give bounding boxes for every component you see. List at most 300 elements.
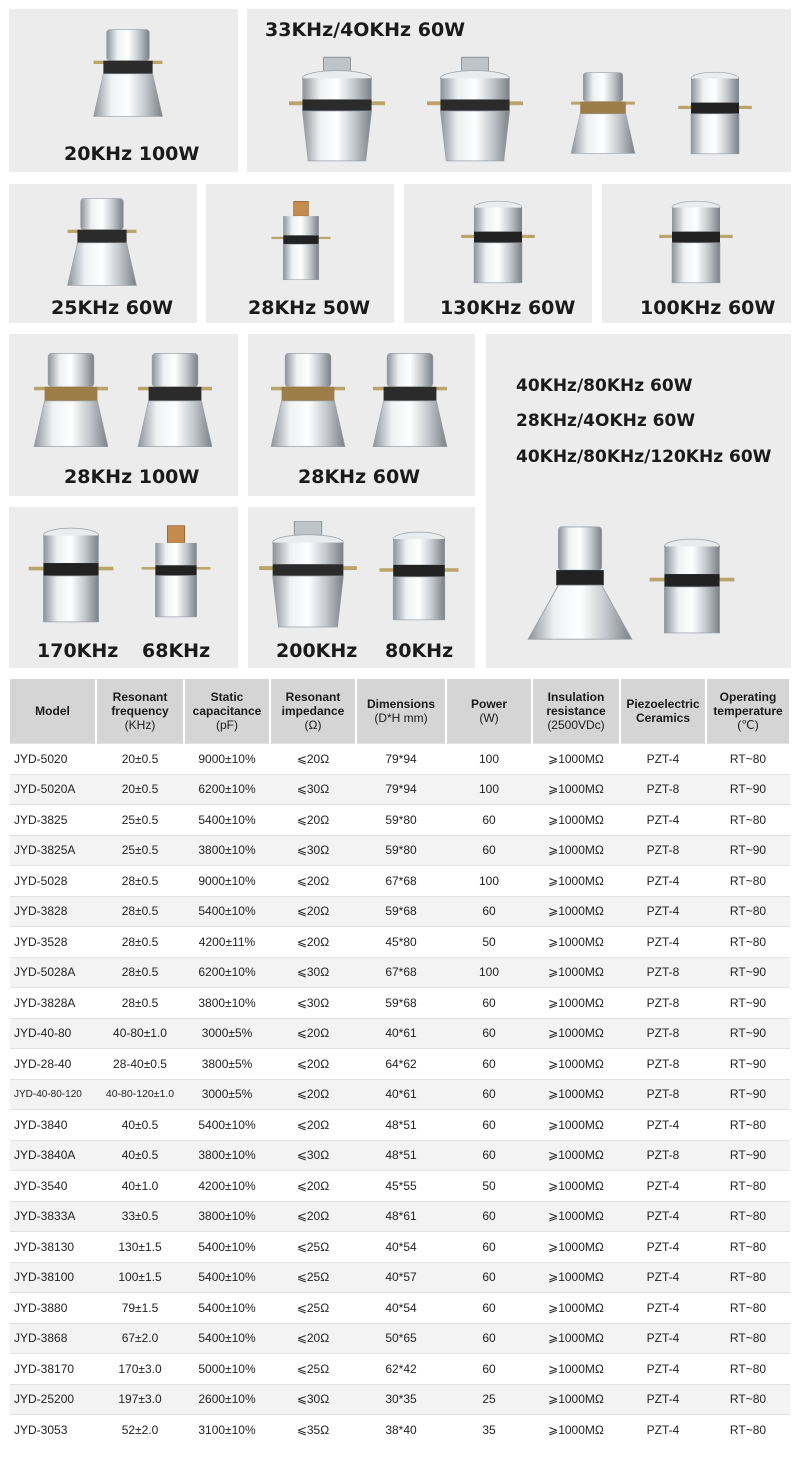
table-cell: 3800±10% <box>184 1201 270 1232</box>
table-cell: JYD-28-40 <box>10 1049 96 1080</box>
table-cell: PZT-4 <box>620 1232 706 1263</box>
table-cell: 64*62 <box>356 1049 446 1080</box>
table-cell: PZT-4 <box>620 896 706 927</box>
table-cell: ⩾1000MΩ <box>532 1140 620 1171</box>
table-cell: PZT-8 <box>620 1049 706 1080</box>
table-cell: ⩽25Ω <box>270 1232 356 1263</box>
table-cell: ⩾1000MΩ <box>532 1232 620 1263</box>
table-cell: 67*68 <box>356 957 446 988</box>
table-cell: ⩾1000MΩ <box>532 774 620 805</box>
table-cell: 59*68 <box>356 988 446 1019</box>
table-cell: 3800±5% <box>184 1049 270 1080</box>
table-cell: 25 <box>446 1384 532 1415</box>
table-cell: 4200±11% <box>184 927 270 958</box>
transducer-image <box>27 346 115 454</box>
table-cell: PZT-4 <box>620 744 706 775</box>
table-cell: PZT-4 <box>620 1323 706 1354</box>
table-cell: 6200±10% <box>184 957 270 988</box>
column-header-unit: (℃) <box>737 718 759 732</box>
table-cell: ⩽20Ω <box>270 866 356 897</box>
table-cell: 20±0.5 <box>96 774 184 805</box>
spec-line: 40KHz/80KHz 60W <box>516 376 693 396</box>
table-cell: 60 <box>446 896 532 927</box>
table-cell: 5400±10% <box>184 896 270 927</box>
table-cell: 40±1.0 <box>96 1171 184 1202</box>
table-row <box>10 1018 790 1049</box>
table-cell: JYD-3540 <box>10 1171 96 1202</box>
panel-caption: 33KHz/4OKHz 60W <box>265 19 466 41</box>
panel-caption: 28KHz 100W <box>64 466 200 488</box>
table-cell: ⩽20Ω <box>270 1201 356 1232</box>
product-panel-33-40khz <box>247 9 791 172</box>
table-cell: 5000±10% <box>184 1354 270 1385</box>
column-header <box>270 679 356 744</box>
table-cell: ⩽30Ω <box>270 1140 356 1171</box>
table-cell: PZT-4 <box>620 1171 706 1202</box>
table-cell: 60 <box>446 1140 532 1171</box>
table-cell: JYD-3053 <box>10 1415 96 1445</box>
table-cell: ⩽20Ω <box>270 1049 356 1080</box>
table-cell: JYD-38170 <box>10 1354 96 1385</box>
table-cell: 3800±10% <box>184 1140 270 1171</box>
table-cell: ⩾1000MΩ <box>532 1018 620 1049</box>
table-cell: 60 <box>446 1354 532 1385</box>
table-cell: RT~80 <box>706 1171 790 1202</box>
table-cell: PZT-8 <box>620 1079 706 1110</box>
panel-caption: 25KHz 60W <box>51 297 174 319</box>
table-cell: 60 <box>446 1201 532 1232</box>
table-cell: 28±0.5 <box>96 957 184 988</box>
table-cell: PZT-4 <box>620 1354 706 1385</box>
table-cell: PZT-4 <box>620 1415 706 1445</box>
table-row <box>10 774 790 805</box>
table-row <box>10 1140 790 1171</box>
table-row <box>10 744 790 775</box>
table-cell: PZT-4 <box>620 1293 706 1324</box>
product-panel-20khz <box>9 9 238 172</box>
table-cell: 67±2.0 <box>96 1323 184 1354</box>
transducer-image <box>131 346 219 454</box>
table-body <box>10 744 790 1445</box>
panel-caption: 68KHz <box>142 640 211 662</box>
table-cell: ⩽30Ω <box>270 988 356 1019</box>
table-cell: 67*68 <box>356 866 446 897</box>
table-cell: RT~90 <box>706 774 790 805</box>
table-cell: RT~80 <box>706 1201 790 1232</box>
table-cell: JYD-5020A <box>10 774 96 805</box>
table-cell: 3800±10% <box>184 835 270 866</box>
table-row <box>10 1232 790 1263</box>
transducer-image <box>427 54 523 166</box>
table-cell: 100 <box>446 866 532 897</box>
table-cell: PZT-4 <box>620 1110 706 1141</box>
table-cell: 170±3.0 <box>96 1354 184 1385</box>
table-row <box>10 1201 790 1232</box>
table-cell: ⩾1000MΩ <box>532 988 620 1019</box>
table-cell: ⩽30Ω <box>270 957 356 988</box>
table-cell: 5400±10% <box>184 1110 270 1141</box>
table-cell: 40*61 <box>356 1079 446 1110</box>
column-header-unit: (Ω) <box>304 718 322 732</box>
transducer-image <box>289 54 385 166</box>
table-cell: ⩾1000MΩ <box>532 957 620 988</box>
product-panel-28khz-100w <box>9 334 238 496</box>
table-cell: 50 <box>446 1171 532 1202</box>
table-row <box>10 1384 790 1415</box>
table-cell: ⩾1000MΩ <box>532 866 620 897</box>
table-cell: 60 <box>446 1293 532 1324</box>
column-header <box>356 679 446 744</box>
table-row <box>10 988 790 1019</box>
table-cell: 28±0.5 <box>96 988 184 1019</box>
table-cell: 40*54 <box>356 1232 446 1263</box>
column-header-name: Resonant frequency <box>111 690 169 718</box>
table-cell: 4200±10% <box>184 1171 270 1202</box>
table-row <box>10 1415 790 1445</box>
table-cell: 25±0.5 <box>96 805 184 836</box>
table-cell: 28-40±0.5 <box>96 1049 184 1080</box>
table-row <box>10 805 790 836</box>
column-header-unit: (KHz) <box>124 718 156 732</box>
table-cell: 79*94 <box>356 774 446 805</box>
table-cell: ⩽20Ω <box>270 927 356 958</box>
table-cell: RT~80 <box>706 1110 790 1141</box>
table-cell: 40-80±1.0 <box>96 1018 184 1049</box>
table-cell: 9000±10% <box>184 744 270 775</box>
product-panel-28khz-60w <box>248 334 475 496</box>
table-cell: 60 <box>446 988 532 1019</box>
table-cell: ⩽20Ω <box>270 1079 356 1110</box>
table-cell: 38*40 <box>356 1415 446 1445</box>
table-cell: PZT-4 <box>620 1384 706 1415</box>
table-cell: ⩾1000MΩ <box>532 1293 620 1324</box>
panel-caption: 28KHz 50W <box>248 297 371 319</box>
transducer-image <box>61 192 143 292</box>
table-cell: JYD-5028 <box>10 866 96 897</box>
column-header <box>10 679 96 744</box>
product-panel-multifrequency <box>486 334 791 668</box>
table-row <box>10 1110 790 1141</box>
table-cell: ⩽20Ω <box>270 1171 356 1202</box>
product-panel-25khz <box>9 184 197 323</box>
column-header-name: Operating temperature <box>713 690 783 718</box>
table-cell: JYD-3828A <box>10 988 96 1019</box>
table-cell: ⩾1000MΩ <box>532 1354 620 1385</box>
table-cell: 52±2.0 <box>96 1415 184 1445</box>
column-header-unit: (W) <box>479 711 499 725</box>
table-cell: RT~80 <box>706 896 790 927</box>
column-header <box>96 679 184 744</box>
table-cell: PZT-8 <box>620 988 706 1019</box>
table-cell: JYD-40-80 <box>10 1018 96 1049</box>
table-cell: ⩽35Ω <box>270 1415 356 1445</box>
table-cell: 48*51 <box>356 1110 446 1141</box>
table-cell: 40-80-120±1.0 <box>96 1079 184 1110</box>
table-cell: 79±1.5 <box>96 1293 184 1324</box>
table-cell: 45*55 <box>356 1171 446 1202</box>
table-cell: 50*65 <box>356 1323 446 1354</box>
column-header-name: Insulation resistance <box>546 690 606 718</box>
table-row <box>10 1079 790 1110</box>
table-cell: ⩽20Ω <box>270 1110 356 1141</box>
table-cell: 60 <box>446 1110 532 1141</box>
table-cell: PZT-4 <box>620 866 706 897</box>
table-cell: ⩾1000MΩ <box>532 1384 620 1415</box>
column-header <box>184 679 270 744</box>
table-cell: 197±3.0 <box>96 1384 184 1415</box>
table-cell: ⩽20Ω <box>270 744 356 775</box>
table-cell: 48*61 <box>356 1201 446 1232</box>
column-header-name: Power <box>470 697 507 711</box>
table-cell: ⩾1000MΩ <box>532 1110 620 1141</box>
table-cell: 3000±5% <box>184 1079 270 1110</box>
table-cell: 5400±10% <box>184 805 270 836</box>
table-cell: 28±0.5 <box>96 866 184 897</box>
table-cell: 40*54 <box>356 1293 446 1324</box>
column-header <box>706 679 790 744</box>
table-cell: ⩽30Ω <box>270 1384 356 1415</box>
table-cell: 30*35 <box>356 1384 446 1415</box>
table-cell: ⩾1000MΩ <box>532 1171 620 1202</box>
column-header-name: Model <box>35 704 70 718</box>
table-cell: 100±1.5 <box>96 1262 184 1293</box>
product-panel-100khz <box>602 184 791 323</box>
table-cell: RT~80 <box>706 744 790 775</box>
table-cell: 3000±5% <box>184 1018 270 1049</box>
table-row <box>10 896 790 927</box>
transducer-image <box>87 19 169 127</box>
column-header-name: Resonant impedance <box>281 690 345 718</box>
table-cell: ⩽25Ω <box>270 1354 356 1385</box>
table-cell: ⩽25Ω <box>270 1262 356 1293</box>
column-header-name: Dimensions <box>366 697 435 711</box>
table-cell: PZT-4 <box>620 1201 706 1232</box>
table-cell: RT~80 <box>706 1293 790 1324</box>
table-cell: 100 <box>446 774 532 805</box>
column-header-unit: (pF) <box>216 718 238 732</box>
spec-line: 28KHz/4OKHz 60W <box>516 411 696 431</box>
table-cell: ⩽20Ω <box>270 896 356 927</box>
table-cell: RT~80 <box>706 927 790 958</box>
table-cell: RT~80 <box>706 1323 790 1354</box>
table-cell: 3800±10% <box>184 988 270 1019</box>
table-cell: JYD-3840A <box>10 1140 96 1171</box>
table-cell: JYD-3825 <box>10 805 96 836</box>
table-cell: 60 <box>446 1049 532 1080</box>
table-cell: 60 <box>446 1232 532 1263</box>
table-cell: JYD-3840 <box>10 1110 96 1141</box>
table-cell: 59*80 <box>356 835 446 866</box>
table-cell: RT~90 <box>706 988 790 1019</box>
table-cell: RT~80 <box>706 1354 790 1385</box>
table-cell: ⩾1000MΩ <box>532 1079 620 1110</box>
table-row <box>10 1171 790 1202</box>
table-cell: PZT-8 <box>620 774 706 805</box>
table-row <box>10 835 790 866</box>
table-cell: JYD-3833A <box>10 1201 96 1232</box>
transducer-image <box>526 520 634 644</box>
table-cell: JYD-25200 <box>10 1384 96 1415</box>
table-cell: 100 <box>446 744 532 775</box>
table-cell: PZT-4 <box>620 927 706 958</box>
table-cell: 5400±10% <box>184 1262 270 1293</box>
table-cell: JYD-3828 <box>10 896 96 927</box>
table-row <box>10 1323 790 1354</box>
panel-caption: 80KHz <box>385 640 454 662</box>
table-cell: 3100±10% <box>184 1415 270 1445</box>
table-cell: ⩽25Ω <box>270 1293 356 1324</box>
table-cell: ⩽20Ω <box>270 1323 356 1354</box>
table-cell: 60 <box>446 805 532 836</box>
table-cell: 59*68 <box>356 896 446 927</box>
table-cell: RT~80 <box>706 1232 790 1263</box>
table-cell: PZT-8 <box>620 957 706 988</box>
transducer-image <box>675 59 755 167</box>
table-cell: ⩾1000MΩ <box>532 1262 620 1293</box>
table-cell: RT~90 <box>706 1018 790 1049</box>
transducer-image <box>256 521 360 629</box>
table-cell: JYD-3868 <box>10 1323 96 1354</box>
transducer-image <box>25 519 117 631</box>
transducer-image <box>458 192 538 292</box>
panel-caption: 20KHz 100W <box>64 143 200 165</box>
table-cell: 59*80 <box>356 805 446 836</box>
table-cell: 79*94 <box>356 744 446 775</box>
table-cell: 45*80 <box>356 927 446 958</box>
table-cell: ⩾1000MΩ <box>532 744 620 775</box>
column-header-name: Piezoelectric Ceramics <box>626 697 700 725</box>
table-cell: JYD-3528 <box>10 927 96 958</box>
table-cell: ⩾1000MΩ <box>532 835 620 866</box>
table-cell: 25±0.5 <box>96 835 184 866</box>
table-cell: 20±0.5 <box>96 744 184 775</box>
table-cell: 5400±10% <box>184 1232 270 1263</box>
table-row <box>10 1293 790 1324</box>
table-cell: 100 <box>446 957 532 988</box>
table-cell: RT~90 <box>706 1049 790 1080</box>
transducer-image <box>264 346 352 454</box>
table-cell: PZT-8 <box>620 1018 706 1049</box>
transducer-image <box>264 192 338 292</box>
panel-caption: 200KHz <box>276 640 358 662</box>
transducer-image <box>133 515 219 631</box>
table-row <box>10 957 790 988</box>
table-row <box>10 1262 790 1293</box>
table-cell: 48*51 <box>356 1140 446 1171</box>
table-cell: 2600±10% <box>184 1384 270 1415</box>
table-cell: ⩽20Ω <box>270 1018 356 1049</box>
table-cell: JYD-40-80-120 <box>10 1079 96 1110</box>
table-cell: 40*61 <box>356 1018 446 1049</box>
table-cell: 35 <box>446 1415 532 1445</box>
transducer-image <box>565 59 641 167</box>
panel-caption: 130KHz 60W <box>440 297 576 319</box>
table-cell: ⩾1000MΩ <box>532 927 620 958</box>
column-header <box>620 679 706 744</box>
table-cell: ⩾1000MΩ <box>532 1323 620 1354</box>
table-cell: RT~80 <box>706 1384 790 1415</box>
table-cell: ⩽20Ω <box>270 805 356 836</box>
table-cell: 40±0.5 <box>96 1140 184 1171</box>
transducer-image <box>656 192 736 292</box>
spec-table <box>10 679 791 1445</box>
column-header-unit: (D*H mm) <box>374 711 428 725</box>
table-cell: 40±0.5 <box>96 1110 184 1141</box>
table-cell: RT~90 <box>706 1140 790 1171</box>
table-cell: RT~80 <box>706 1262 790 1293</box>
transducer-image <box>376 521 462 631</box>
table-cell: RT~90 <box>706 957 790 988</box>
table-cell: 28±0.5 <box>96 927 184 958</box>
table-cell: 5400±10% <box>184 1293 270 1324</box>
table-cell: 28±0.5 <box>96 896 184 927</box>
spec-line: 40KHz/80KHz/120KHz 60W <box>516 447 772 467</box>
column-header-name: Static capacitance <box>192 690 262 718</box>
table-cell: JYD-5028A <box>10 957 96 988</box>
table-cell: 60 <box>446 1079 532 1110</box>
table-cell: RT~80 <box>706 866 790 897</box>
product-panel-28khz-50w <box>206 184 394 323</box>
transducer-image <box>366 346 454 454</box>
table-cell: 33±0.5 <box>96 1201 184 1232</box>
product-panel-170-68khz <box>9 507 238 668</box>
table-row <box>10 1049 790 1080</box>
table-cell: 5400±10% <box>184 1323 270 1354</box>
table-cell: RT~90 <box>706 1079 790 1110</box>
table-cell: ⩾1000MΩ <box>532 805 620 836</box>
table-cell: 40*57 <box>356 1262 446 1293</box>
table-row <box>10 1354 790 1385</box>
table-cell: JYD-3880 <box>10 1293 96 1324</box>
table-cell: 50 <box>446 927 532 958</box>
table-cell: RT~80 <box>706 1415 790 1445</box>
column-header <box>446 679 532 744</box>
table-cell: ⩾1000MΩ <box>532 1201 620 1232</box>
table-row <box>10 866 790 897</box>
table-cell: JYD-38100 <box>10 1262 96 1293</box>
table-cell: RT~90 <box>706 835 790 866</box>
table-cell: PZT-8 <box>620 835 706 866</box>
panel-caption: 28KHz 60W <box>298 466 421 488</box>
transducer-image <box>646 530 738 642</box>
table-row <box>10 927 790 958</box>
table-header-row <box>10 679 790 744</box>
panel-caption: 100KHz 60W <box>640 297 776 319</box>
product-panel-130khz <box>404 184 592 323</box>
table-cell: ⩽30Ω <box>270 835 356 866</box>
table-cell: ⩾1000MΩ <box>532 1415 620 1445</box>
product-panel-200-80khz <box>248 507 475 668</box>
panel-caption: 170KHz <box>37 640 119 662</box>
table-cell: PZT-4 <box>620 1262 706 1293</box>
table-cell: ⩽30Ω <box>270 774 356 805</box>
column-header <box>532 679 620 744</box>
table-cell: PZT-8 <box>620 1140 706 1171</box>
table-cell: 60 <box>446 1018 532 1049</box>
table-cell: ⩾1000MΩ <box>532 896 620 927</box>
table-cell: PZT-4 <box>620 805 706 836</box>
table-cell: 9000±10% <box>184 866 270 897</box>
table-cell: 130±1.5 <box>96 1232 184 1263</box>
table-cell: 60 <box>446 835 532 866</box>
table-cell: JYD-5020 <box>10 744 96 775</box>
table-cell: JYD-38130 <box>10 1232 96 1263</box>
column-header-unit: (2500VDc) <box>547 718 605 732</box>
table-cell: 6200±10% <box>184 774 270 805</box>
table-cell: RT~80 <box>706 805 790 836</box>
table-cell: 62*42 <box>356 1354 446 1385</box>
table-cell: ⩾1000MΩ <box>532 1049 620 1080</box>
